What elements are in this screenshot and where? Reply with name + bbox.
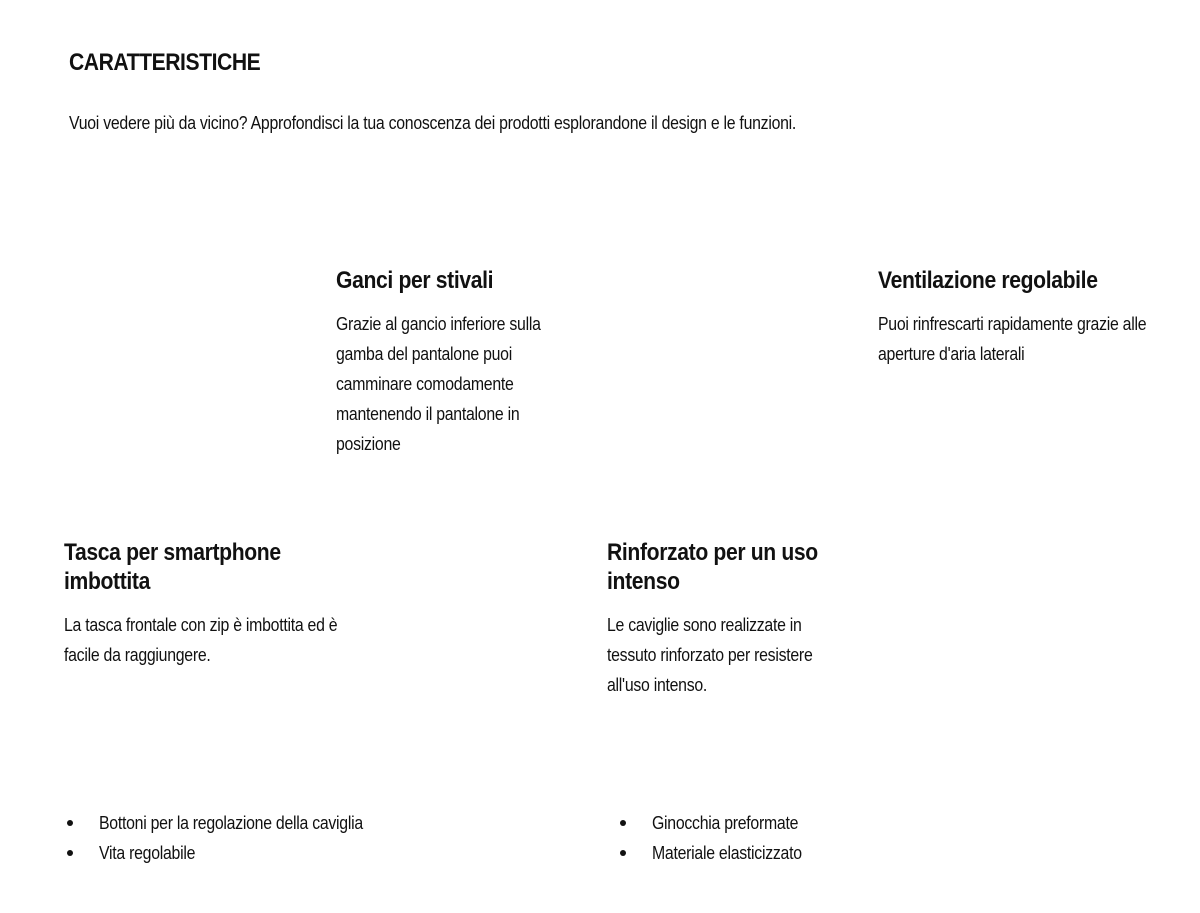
feature-bullet-list-left	[67, 808, 517, 868]
feature-boot-hooks	[336, 266, 606, 459]
list-item-label: Ginocchia preformate	[652, 813, 799, 833]
feature-title: Ganci per stivali	[336, 267, 494, 294]
list-item-label: Vita regolabile	[99, 843, 196, 863]
section-intro: Vuoi vedere più da vicino? Approfondisci la tua conoscenza dei prodotti esplorandone il design e le funzioni.	[69, 113, 797, 133]
feature-bullet-list-right	[620, 808, 1070, 868]
feature-title: Rinforzato per un uso intenso	[607, 539, 818, 595]
list-item	[620, 838, 1070, 868]
bullet-icon	[67, 820, 73, 826]
section-title: CARATTERISTICHE	[69, 49, 261, 76]
feature-description: Grazie al gancio inferiore sulla gamba del pantalone puoi camminare comodamente mantenendo il pantalone in posizione	[336, 314, 541, 454]
list-item-label: Materiale elasticizzato	[652, 843, 802, 863]
list-item	[67, 838, 517, 868]
feature-smartphone-pocket	[64, 538, 384, 670]
list-item	[67, 808, 517, 838]
bullet-icon	[620, 820, 626, 826]
feature-description: La tasca frontale con zip è imbottita ed è facile da raggiungere.	[64, 615, 338, 665]
feature-description: Le caviglie sono realizzate in tessuto rinforzato per resistere all'uso intenso.	[607, 615, 813, 695]
feature-title: Ventilazione regolabile	[878, 267, 1098, 294]
bullet-icon	[67, 850, 73, 856]
feature-ventilation	[878, 266, 1198, 369]
feature-title: Tasca per smartphone imbottita	[64, 539, 281, 595]
feature-reinforced	[607, 538, 907, 700]
list-item-label: Bottoni per la regolazione della caviglia	[99, 813, 363, 833]
feature-description: Puoi rinfrescarti rapidamente grazie alle aperture d'aria laterali	[878, 314, 1147, 364]
bullet-icon	[620, 850, 626, 856]
list-item	[620, 808, 1070, 838]
